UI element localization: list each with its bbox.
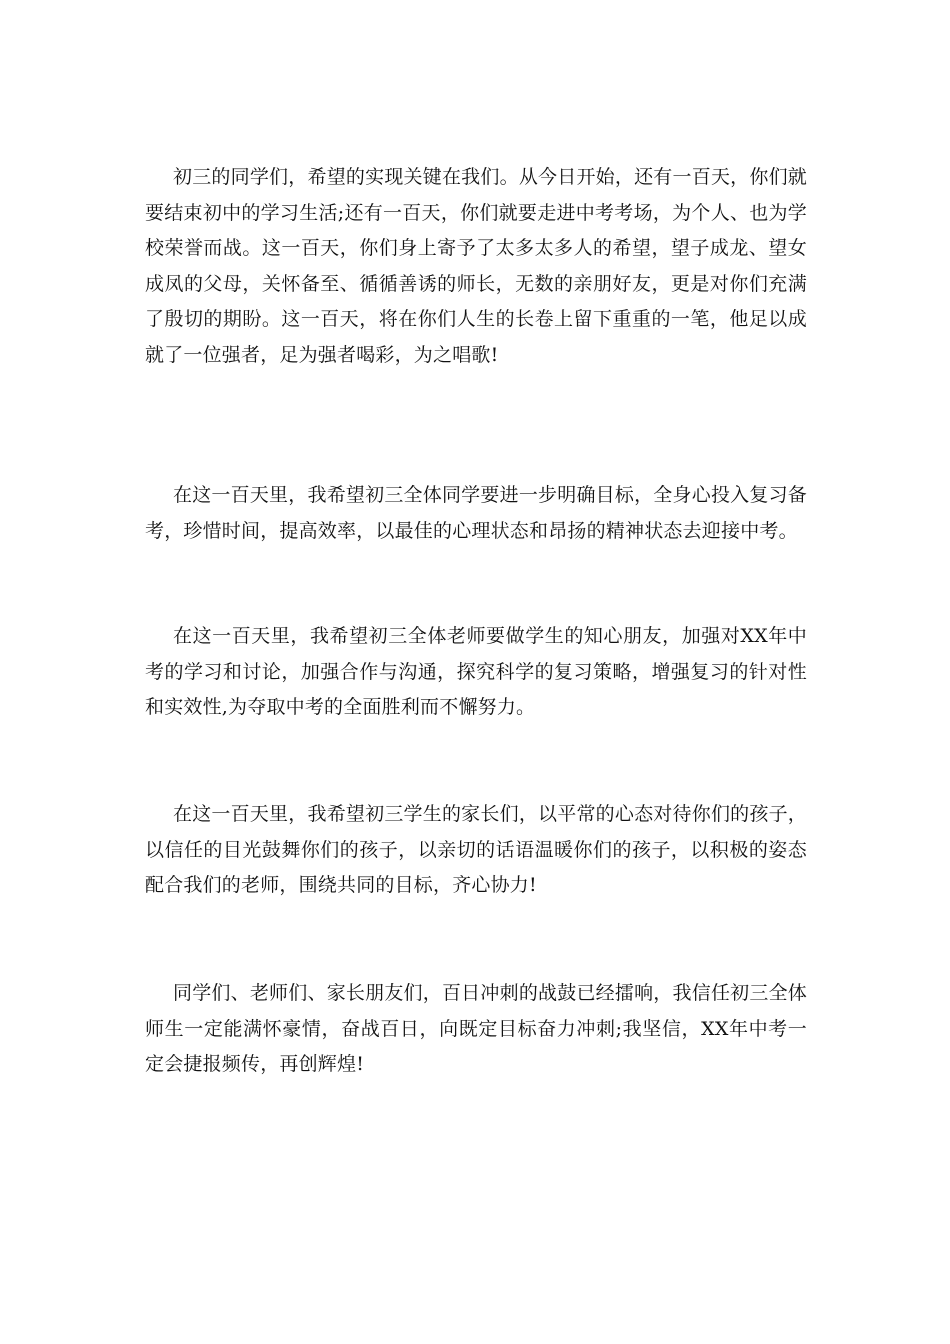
paragraph-2: 在这一百天里，我希望初三全体同学要进一步明确目标，全身心投入复习备考，珍惜时间，提高效率，以最佳的心理状态和昂扬的精神状态去迎接中考。 xyxy=(145,484,807,542)
paragraph-5: 同学们、老师们、家长朋友们，百日冲刺的战鼓已经擂响，我信任初三全体师生一定能满怀豪情，奋战百日，向既定目标奋力冲刺;我坚信，XX年中考一定会捷报频传，再创辉煌! xyxy=(145,982,807,1075)
paragraph-3: 在这一百天里，我希望初三全体老师要做学生的知心朋友，加强对XX年中考的学习和讨论，加强合作与沟通，探究科学的复习策略，增强复习的针对性和实效性,为夺取中考的全面胜利而不懈努力。 xyxy=(145,625,807,718)
paragraph-4: 在这一百天里，我希望初三学生的家长们，以平常的心态对待你们的孩子，以信任的目光鼓舞你们的孩子，以亲切的话语温暖你们的孩子，以积极的姿态配合我们的老师，围绕共同的目标，齐心协力! xyxy=(145,803,807,896)
paragraph-1: 初三的同学们，希望的实现关键在我们。从今日开始，还有一百天，你们就要结束初中的学习生活;还有一百天，你们就要走进中考考场，为个人、也为学校荣誉而战。这一百天，你们身上寄予了太多太多人的希望，望子成龙、望女成凤的父母，关怀备至、循循善诱的师长，无数的亲朋好友，更是对你们充满了殷切的期盼。这一百天，将在你们人生的长卷上留下重重的一笔，他足以成就了一位强者，足为强者喝彩，为之唱歌! xyxy=(145,166,807,366)
